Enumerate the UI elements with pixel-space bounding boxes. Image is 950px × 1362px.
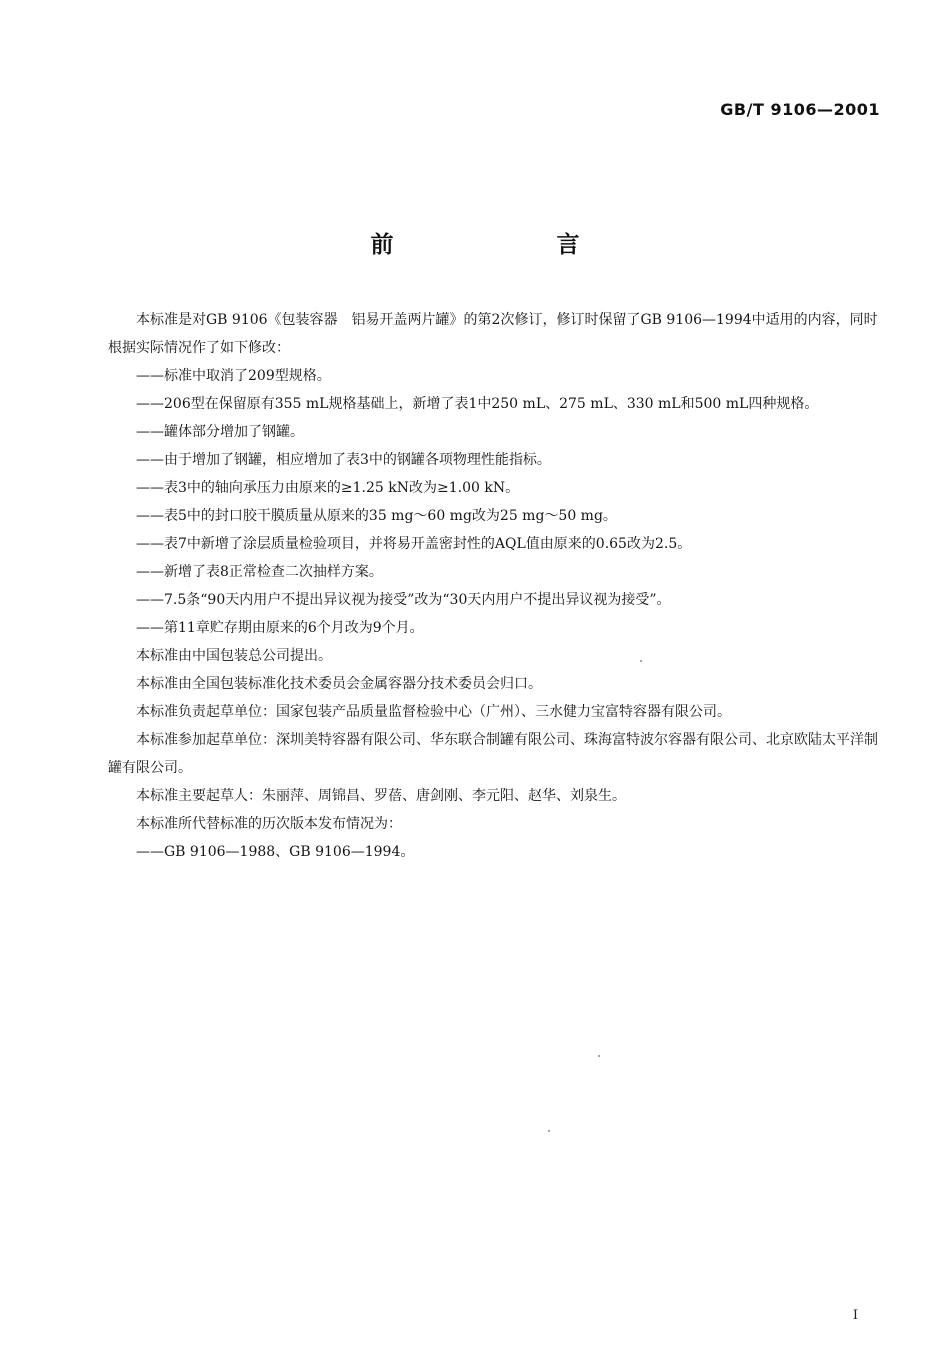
paragraph-intro: 本标准是对GB 9106《包装容器 铝易开盖两片罐》的第2次修订，修订时保留了GB 9106—1994中适用的内容，同时根据实际情况作了如下修改： xyxy=(108,312,878,356)
paragraph-proposer: 本标准由中国包装总公司提出。 xyxy=(136,648,332,664)
paragraph-history: 本标准所代替标准的历次版本发布情况为： xyxy=(136,816,402,832)
scan-speck xyxy=(640,660,642,662)
standard-number: GB/T 9106—2001 xyxy=(720,100,880,119)
list-item: ——第11章贮存期由原来的6个月改为9个月。 xyxy=(136,620,424,636)
paragraph-participating-units: 本标准参加起草单位：深圳美特容器有限公司、华东联合制罐有限公司、珠海富特波尔容器有限公司、北京欧陆太平洋制罐有限公司。 xyxy=(108,732,878,776)
document-body xyxy=(108,306,880,866)
scan-speck xyxy=(548,1130,550,1132)
paragraph-committee: 本标准由全国包装标准化技术委员会金属容器分技术委员会归口。 xyxy=(136,676,542,692)
list-item: ——GB 9106—1988、GB 9106—1994。 xyxy=(136,844,415,860)
page-number: I xyxy=(852,1308,858,1323)
list-item: ——新增了表8正常检查二次抽样方案。 xyxy=(136,564,383,580)
list-item: ——7.5条“90天内用户不提出异议视为接受”改为“30天内用户不提出异议视为接受”。 xyxy=(136,592,671,608)
list-item: ——罐体部分增加了钢罐。 xyxy=(136,424,304,440)
paragraph-drafting-unit: 本标准负责起草单位：国家包装产品质量监督检验中心（广州）、三水健力宝富特容器有限公司。 xyxy=(136,704,731,720)
scan-speck xyxy=(598,1055,600,1057)
list-item: ——标准中取消了209型规格。 xyxy=(136,368,331,384)
list-item: ——表3中的轴向承压力由原来的≥1.25 kN改为≥1.00 kN。 xyxy=(136,480,520,496)
page-title: 前 言 xyxy=(370,232,650,258)
list-item: ——表7中新增了涂层质量检验项目，并将易开盖密封性的AQL值由原来的0.65改为2.5。 xyxy=(136,536,692,552)
paragraph-drafters: 本标准主要起草人：朱丽萍、周锦昌、罗蓓、唐剑刚、李元阳、赵华、刘泉生。 xyxy=(136,788,626,804)
list-item: ——由于增加了钢罐，相应增加了表3中的钢罐各项物理性能指标。 xyxy=(136,452,551,468)
list-item: ——表5中的封口胶干膜质量从原来的35 mg～60 mg改为25 mg～50 mg。 xyxy=(136,508,617,524)
list-item: ——206型在保留原有355 mL规格基础上，新增了表1中250 mL、275 mL、330 mL和500 mL四种规格。 xyxy=(136,396,819,412)
